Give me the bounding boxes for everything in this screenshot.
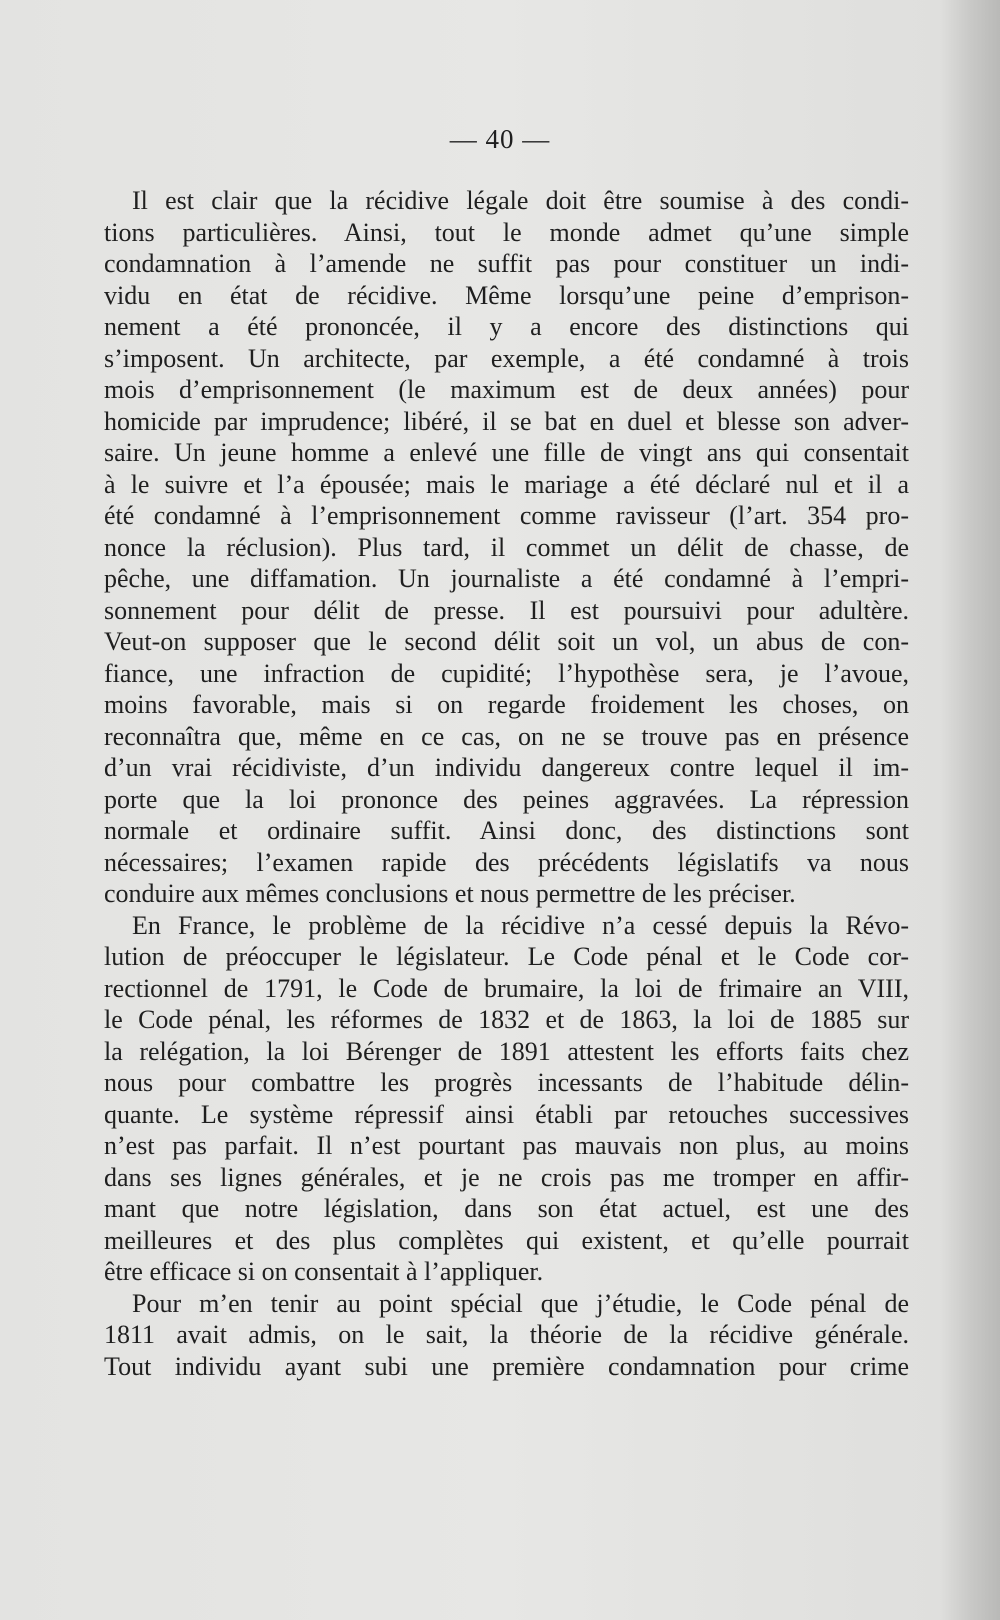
text-line: moins favorable, mais si on regarde froidement les choses, on	[104, 690, 909, 719]
text-line: tions particulières. Ainsi, tout le monde admet qu’une simple	[104, 217, 909, 247]
text-line: rectionnel de 1791, le Code de brumaire, la loi de frimaire an VIII,	[104, 973, 909, 1003]
text-line: nécessaires; l’examen rapide des précédents législatifs va nous	[104, 847, 909, 877]
text-line: reconnaîtra que, même en ce cas, on ne se trouve pas en présence	[104, 721, 909, 751]
text-line: mois d’emprisonnement (le maximum est de deux années) pour	[104, 375, 909, 404]
text-line: condamnation à l’amende ne suffit pas pour constituer un indi-	[104, 249, 909, 278]
text-line: être efficace si on consentait à l’appliquer.	[104, 1257, 544, 1286]
text-line: Il est clair que la récidive légale doit être soumise à des condi-	[132, 186, 909, 215]
text-line: lution de préoccuper le législateur. Le Code pénal et le Code cor-	[104, 942, 909, 971]
paragraph-1	[104, 185, 909, 910]
text-line: Veut-on supposer que le second délit soit un vol, un abus de con-	[104, 627, 909, 656]
text-line: En France, le problème de la récidive n’a cessé depuis la Révo-	[132, 910, 909, 940]
text-line: fiance, une infraction de cupidité; l’hypothèse sera, je l’avoue,	[104, 658, 909, 688]
text-line: nement a été prononcée, il y a encore des distinctions qui	[104, 312, 909, 341]
text-line: Tout individu ayant subi une première condamnation pour crime	[104, 1351, 909, 1381]
text-line: dans ses lignes générales, et je ne crois pas me tromper en affir-	[104, 1162, 909, 1192]
text-line: quante. Le système répressif ainsi établi par retouches successives	[104, 1099, 909, 1129]
text-line: la relégation, la loi Bérenger de 1891 attestent les efforts faits chez	[104, 1036, 909, 1066]
text-line: porte que la loi prononce des peines aggravées. La répression	[104, 784, 909, 814]
text-line: meilleures et des plus complètes qui existent, et qu’elle pourrait	[104, 1225, 909, 1255]
paragraph-2	[104, 910, 909, 1288]
text-line: à le suivre et l’a épousée; mais le mariage a été déclaré nul et il a	[104, 469, 909, 499]
text-line: normale et ordinaire suffit. Ainsi donc, des distinctions sont	[104, 816, 909, 845]
paragraph-3	[104, 1288, 909, 1383]
text-line: été condamné à l’emprisonnement comme ravisseur (l’art. 354 pro-	[104, 501, 909, 530]
text-line: saire. Un jeune homme a enlevé une fille de vingt ans qui consentait	[104, 438, 909, 467]
text-line: pêche, une diffamation. Un journaliste a été condamné à l’empri-	[104, 564, 909, 593]
text-line: Pour m’en tenir au point spécial que j’étudie, le Code pénal de	[132, 1288, 909, 1318]
text-line: mant que notre législation, dans son état actuel, est une des	[104, 1194, 909, 1223]
text-line: homicide par imprudence; libéré, il se bat en duel et blesse son adver-	[104, 406, 909, 436]
text-line: d’un vrai récidiviste, d’un individu dangereux contre lequel il im-	[104, 753, 909, 782]
text-line: nonce la réclusion). Plus tard, il commet un délit de chasse, de	[104, 532, 909, 562]
body-text	[104, 185, 909, 1382]
text-line: sonnement pour délit de presse. Il est poursuivi pour adultère.	[104, 595, 909, 625]
page-number: — 40 —	[449, 124, 551, 154]
text-line: vidu en état de récidive. Même lorsqu’une peine d’emprison-	[104, 280, 909, 310]
text-line: s’imposent. Un architecte, par exemple, a été condamné à trois	[104, 343, 909, 373]
text-line: nous pour combattre les progrès incessants de l’habitude délin-	[104, 1068, 909, 1097]
text-line: 1811 avait admis, on le sait, la théorie de la récidive générale.	[104, 1320, 909, 1349]
text-line: le Code pénal, les réformes de 1832 et de 1863, la loi de 1885 sur	[104, 1005, 909, 1034]
text-line: conduire aux mêmes conclusions et nous permettre de les préciser.	[104, 879, 796, 908]
text-line: n’est pas parfait. Il n’est pourtant pas mauvais non plus, au moins	[104, 1131, 909, 1160]
